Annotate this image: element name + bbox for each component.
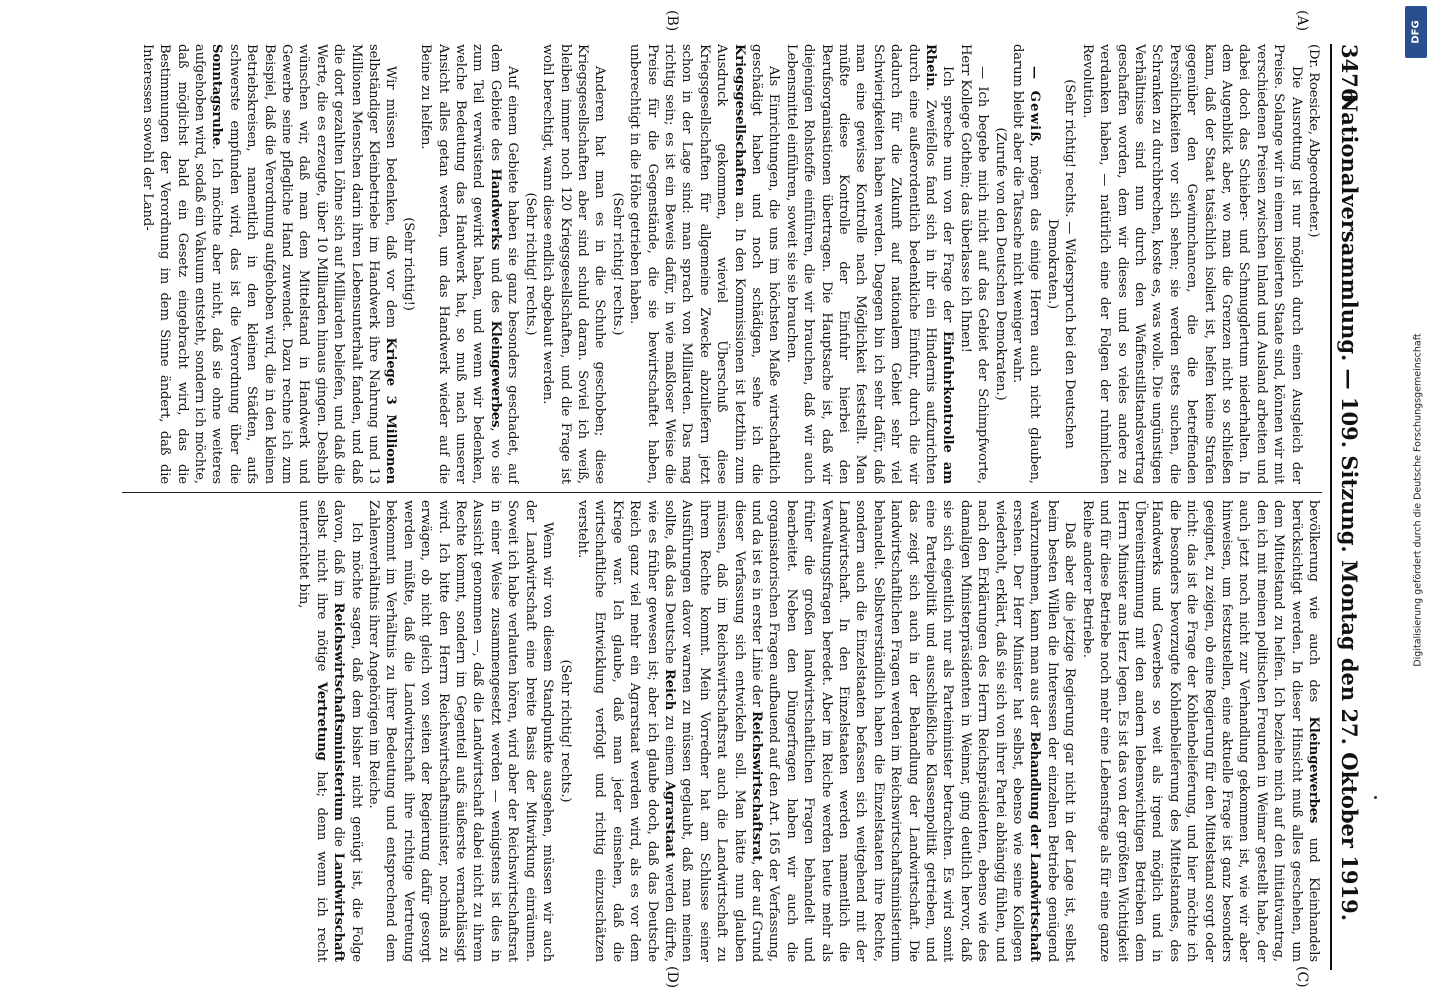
paragraph: Wenn wir von diesem Standpunkte ausgehen, müssen wir auch der Landwirtschaft eine breite Basis der Mitwirkung einräumen. Soweit ich habe verlauten hören, wird aber der Reichswirtschaftsrat in einer Weise zusammengesetzt werden — wenigstens ist dies in Aussicht genommen —, daß die Landwirtschaft dabei nicht zu ihrem Rechte kommt, sondern im Gegenteil aufs äußerste vernachlässigt wird. Ich bitte den Herrn Reichswirtschaftsminister, nochmals zu erwägen, ob nicht gleich von seiten der Regierung dafür gesorgt werden müßte, daß die Landwirtschaft ihre richtige Vertretung bekommt im Verhältnis zu ihrer Bedeutung und entsprechend dem Zahlenverhältnis ihrer Angehörigen im Reiche. <box>366 500 556 962</box>
digitization-credit <box>1402 0 1434 1000</box>
scan-speck <box>1374 796 1377 799</box>
column-divider <box>122 492 1322 493</box>
interjection: (Sehr richtig! rechts.) <box>609 192 625 336</box>
dfg-logo: DFG <box>1405 6 1427 58</box>
paragraph: Ich spreche nun von der Frage der Einfuhrkontrolle am Rhein. Zweifellos fand sich in ihr ein Hindernis aufzurichten durch eine außerordentlich bedenkliche Einfuhr, durch die wir dadurch für die Zukunft auf nationalem Gebiet sehr viel Schwierigkeiten haben werden. Dagegen bin ich sehr dafür, daß man eine gewisse Kontrolle nach Möglichkeit feststellt. Man müßte diese Kontrolle der Einfuhr hierbei den Berufsorganisationen übertragen. Die Hauptsache ist, daß wir diejenigen Rohstoffe einführen, die wir brauchen, daß wir auch Lebensmittel einführen, soweit sie sie brauchen. <box>783 44 956 484</box>
paragraph: Ich möchte sagen, daß dem bisher nicht genügt ist, die Folge davon, daß im Reichswirtschaftsministerium die Landwirtschaft selbst nicht ihre nötige Vertretung hat; denn wenn ich recht unterrichtet bin, <box>296 500 364 962</box>
interjection: (Sehr richtig! rechts. — Widerspruch bei den Deutschen Demokraten.) <box>1044 79 1078 449</box>
paragraph: Die Ausrottung ist nur möglich durch einen Ausgleich der Preise. Solange wir in einem isolierten Staate sind, können wir mit verschiedenen Preisen zwischen Inland und Ausland arbeiten und dabei doch das Schieber- und Schmugglertum niederhalten. In dem Augenblick aber, wo man die Grenzen nicht so schließen kann, daß der Staat tatsächlich isoliert ist, helfen keine Strafen gegenüber den Gewinnchancen, die die betreffenden Persönlichkeiten vor sich sehen; sie werden stets suchen, die Schranken zu durchbrechen, koste es, was wolle. Die ungünstigen Verhältnisse sind nun durch den Waffenstillstandsvertrag geschaffen worden, dem wir dieses und so vieles andere zu verdanken haben, — natürlich eine der Folgen der ruhmlichen Revolution. <box>1079 44 1304 484</box>
paragraph: Wir müssen bedenken, daß vor dem Kriege 3 Millionen selbständiger Kleinbetriebe im Handwerk ihre Nahrung und 13 Millionen Menschen darin ihren Lebensunterhalt fanden, und daß die dort gezahlten Löhne sich auf Milliarden beliefen, und daß die Werte, die es erzeugte, über 10 Milliarden hinaus gingen. Deshalb wünschen wir, daß man dem Mittelstand in Handwerk und Gewerbe seine pflegliche Hand zuwendet. Dazu rechne ich zum Beispiel, daß die Verordnung aufgehoben wird, die in den kleinen Betriebskreisen, namentlich in den kleinen Städten, aufs schwerste empfunden wird, das ist die Verordnung über die Sonntagsruhe. Ich möchte aber nicht, daß sie ohne weiteres aufgehoben wird, sodaß ein Vakuum entsteht, sondern ich möchte, daß möglichst bald ein Gesetz eingebracht wird, das die Bestimmungen der Verordnung im dem Sinne ändert, daß die Interessen sowohl der Land- <box>139 44 399 484</box>
paragraph: bevölkerung wie auch des Kleingewerbes und Kleinhandels berücksichtigt werden. In dieser Hinsicht muß alles geschehen, um dem Mittelstand zu helfen. Ich beziehe mich auf den Initiativantrag, den ich mit meinen politischen Freunden in Weimar gestellt habe, der auch jetzt noch nicht zur Verhandlung gekommen ist, wie wir aber hinweisen, um festzustellen, eine aktuelle Frage ist ganz besonders geeignet, zu zeigen, ob eine Regierung für den Mittelstand sorgt oder nicht: das ist die Frage der Kohlenbelieferung, und hier möchte ich die besonders bevorzugte Kohlenbelieferung des Mittelstandes, des Handwerks und Gewerbes so weit als irgend möglich und in Übereinstimmung mit den andern lebenswichtigen Betrieben dem Herrn Minister ans Herz legen. Es ist das von der größten Wichtigkeit und für diese Betriebe noch mehr eine Lebensfrage als für eine ganze Reihe anderer Betriebe. <box>1079 500 1321 962</box>
speaker-line: (Dr. Roesicke, Abgeordneter.) <box>1306 44 1321 238</box>
interjection: (Sehr richtig! rechts.) <box>522 192 538 336</box>
margin-mark-b: (B) <box>664 10 680 32</box>
paragraph: — Ich begebe mich nicht auf das Gebiet der Schimpfworte, Herr Kollege Gothein; das überlasse ich Ihnen! <box>957 44 991 484</box>
paragraph: — Gewiß, mögen das einige Herren auch nicht glauben, darum bleibt aber die Tatsache nicht weniger wahr. <box>1010 44 1043 484</box>
left-column <box>102 44 1322 484</box>
paragraph: Auf einem Gebiete haben sie ganz besonders geschadet, auf dem Gebiete des Handwerks und des Kleingewerbes, wo sie zum Teil verwüstend gewirkt haben, und wenn wir bedenken, welche Bedeutung das Handwerk hat, so muß nach unserer Ansicht alles getan werden, um das Handwerk wieder auf die Beine zu helfen. <box>418 44 521 484</box>
margin-mark-d: (D) <box>664 966 680 989</box>
page-number: 3476 <box>1337 44 1362 103</box>
page-header <box>1330 44 1370 970</box>
header-rule <box>1330 44 1332 970</box>
margin-mark-c: (C) <box>1294 966 1310 988</box>
margin-mark-a: (A) <box>1294 10 1310 32</box>
paragraph: Als Einrichtungen, die uns im höchsten Maße wirtschaftlich geschädigt haben und noch schädigen, sehe ich die Kriegsgesellschaften an. In den Kommissionen ist letzthin zum Ausdruck gekommen, wieviel Überschuß diese Kriegsgesellschaften für allgemeine Zwecke abzuliefern jetzt schon in der Lage sind: man sprach von Milliarden. Das mag richtig sein; es ist ein Beweis dafür, in wie maßloser Weise die Preise für die Gegenstände, die sie bewirtschaftet haben, unberechtigt in die Höhe getrieben haben. <box>627 44 782 484</box>
interjection: (Sehr richtig!) <box>400 217 416 311</box>
paragraph: Anderen hat man es in die Schuhe geschoben; diese Kriegsgesellschaften aber sind schuld daran. Soviel ich weiß, bleiben immer noch 120 Kriegsgesellschaften, und die Frage ist wohl berechtigt, wann diese endlich abgebaut werden. <box>540 44 608 484</box>
scanned-page <box>80 0 1380 1000</box>
interjection: (Zurufe von den Deutschen Demokraten.) <box>992 127 1008 401</box>
credit-text: Digitalisierung gefördert durch die Deutsche Forschungsgemeinschaft <box>1412 333 1424 667</box>
right-column <box>102 500 1322 962</box>
interjection: (Sehr richtig! rechts.) <box>557 659 573 803</box>
paragraph: Daß aber die jetzige Regierung gar nicht in der Lage ist, selbst beim besten Willen die Interessen der einzelnen Betriebe genügend wahrzunehmen, kann man aus der Behandlung der Landwirtschaft ersehen. Der Herr Minister hat selbst, ebenso wie seine Kollegen wiederholt, erklärt, daß sie sich von ihrer Partei abhängig fühlen, und nach den Erklärungen des Herrn Reichspräsidenten, ebenso wie des damaligen Ministerpräsidenten in Weimar, ging deutlich hervor, daß sie sich eigentlich nur als Parteiminister betrachten. Es wird somit eine Parteipolitik und ausschließliche Klassenpolitik getrieben, und das zeigt sich auch in der Behandlung der Landwirtschaft. Die landwirtschaftlichen Fragen werden im Reichswirtschaftsministerium behandelt. Selbstverständlich haben die Einzelstaaten ihre Rechte, sondern auch die Einzelstaaten befassen sich weitgehend mit der Landwirtschaft. In den Einzelstaaten werden namentlich die Verwaltungsfragen beredet. Aber im Reiche werden heute mehr als früher die großen landwirtschaftlichen Fragen behandelt und bearbeitet. Neben den Düngerfragen haben wir auch die organisatorischen Fragen aufbauend auf den Art. 165 der Verfassung, und da ist es in erster Linie der Reichswirtschaftsrat, der auf Grund dieser Verfassung sich entwickeln soll. Man hätte nun glauben müssen, daß im Reichswirtschaftsrat auch die Landwirtschaft zu ihrem Rechte kommt. Mein Vorredner hat am Schlusse seiner Ausführungen davor warnen zu müssen geglaubt, daß man meinen sollte, daß das Deutsche Reich zu einem Agrarstaat werden dürfte, wie es früher gewesen ist; aber ich glaube doch, daß das Deutsche Reich ganz viel mehr ein Agrarstaat werden wird, als es vor dem Kriege war. Ich glaube, daß man jeder einsehen, daß die wirtschaftliche Entwicklung verfolgt und richtig einzuschätzen versteht. <box>574 500 1078 962</box>
running-title: Nationalversammlung. — 109. Sitzung. Montag den 27. Oktober 1919. <box>1337 92 1362 922</box>
